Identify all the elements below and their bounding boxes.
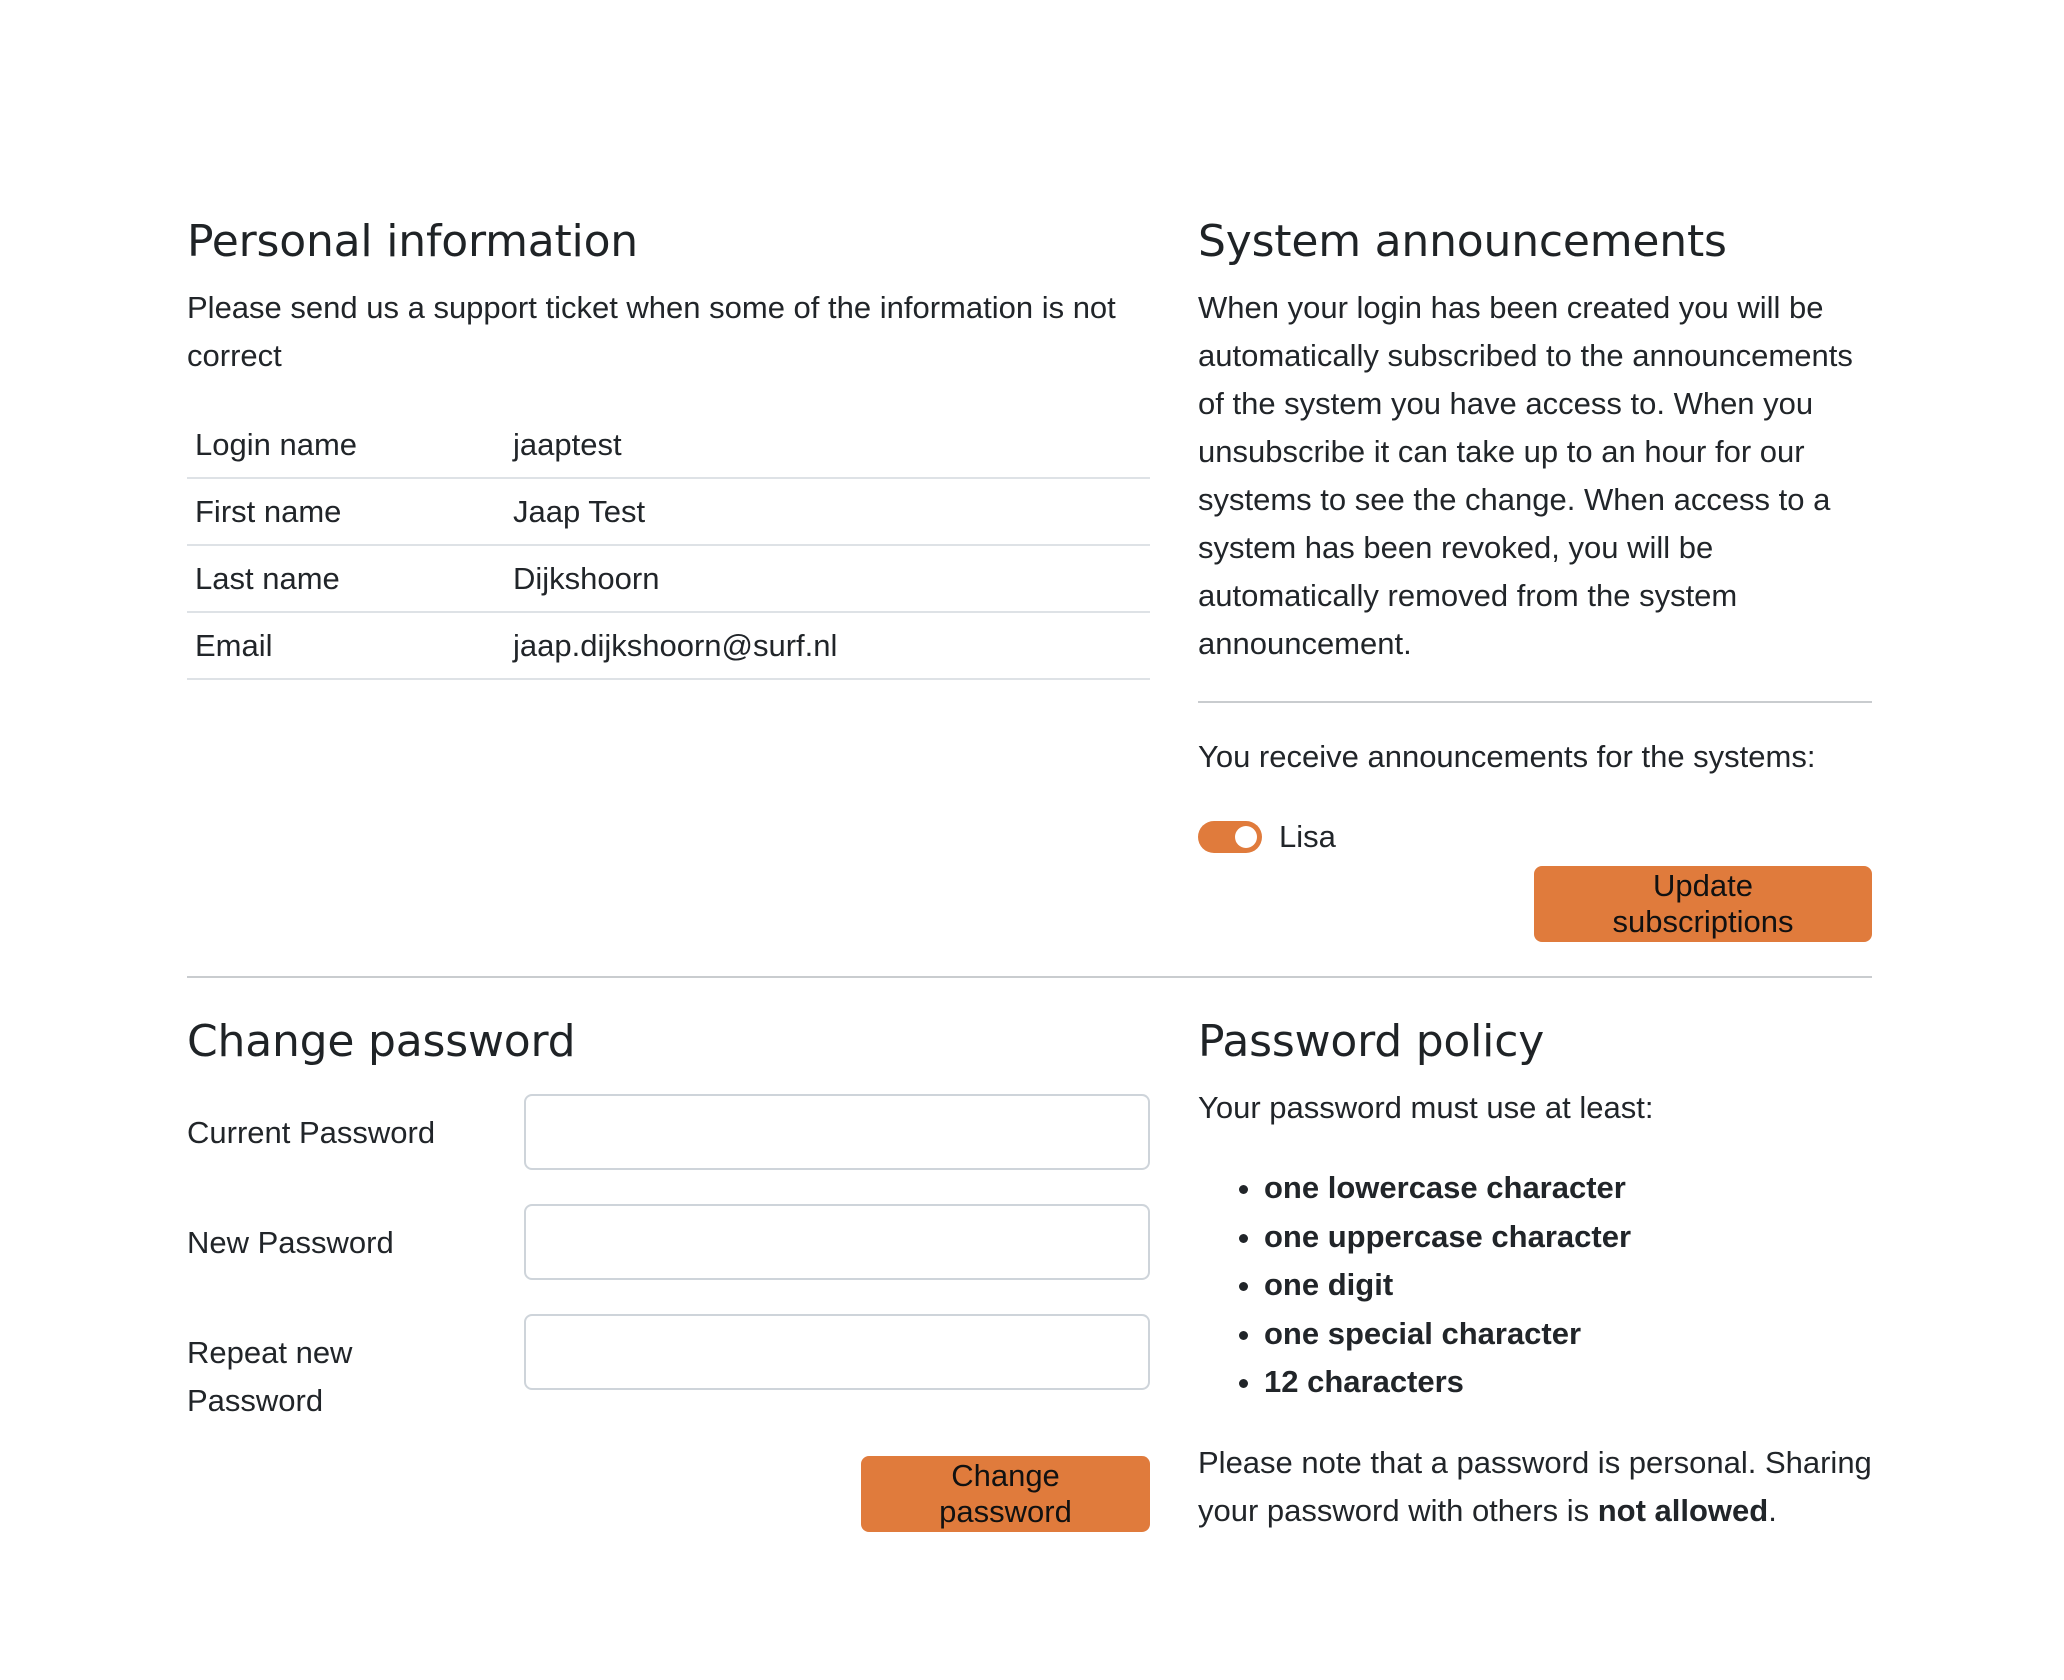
table-row-last-name (187, 545, 1150, 612)
last-name-value: Dijkshoorn (505, 545, 1150, 612)
table-row-first-name (187, 478, 1150, 545)
password-requirements-list (1198, 1164, 1872, 1407)
first-name-label: First name (187, 478, 505, 545)
repeat-password-label: Repeat new Password (187, 1335, 353, 1418)
system-announcements-intro: When your login has been created you will be automatically subscribed to the announcements of the system you have access to. When you unsubscribe it can take up to an hour for our systems to see the change. When access to a system has been revoked, you will be automatically removed from the system announcement. (1198, 290, 1853, 661)
email-label: Email (187, 612, 505, 679)
list-item: • one lowercase character (1264, 1164, 1872, 1213)
toggle-knob (1235, 826, 1257, 848)
announcements-divider (1198, 701, 1872, 703)
login-name-label: Login name (187, 412, 505, 478)
list-item: • one digit (1264, 1261, 1872, 1310)
current-password-input[interactable] (524, 1094, 1150, 1170)
personal-information-table (187, 412, 1150, 680)
list-item: • 12 characters (1264, 1358, 1872, 1407)
subscription-label-lisa: Lisa (1279, 819, 1336, 854)
note-end: . (1768, 1492, 1777, 1528)
system-announcements-title: System announcements (1198, 216, 1727, 267)
password-policy-intro: Your password must use at least: (1198, 1090, 1654, 1125)
section-divider (187, 976, 1872, 978)
change-password-title: Change password (187, 1016, 576, 1067)
login-name-value: jaaptest (505, 412, 1150, 478)
table-row-email (187, 612, 1150, 679)
repeat-password-input[interactable] (524, 1314, 1150, 1390)
personal-information-title: Personal information (187, 216, 638, 267)
personal-information-intro: Please send us a support ticket when some of the information is not correct (187, 290, 1116, 373)
change-password-button[interactable]: Change password (861, 1456, 1150, 1532)
table-row-login-name (187, 412, 1150, 478)
password-personal-note (1198, 1439, 1872, 1535)
password-policy-section (1198, 1016, 1872, 1535)
current-password-label: Current Password (187, 1115, 436, 1150)
note-emphasis: not allowed (1597, 1492, 1769, 1528)
subscription-toggle-lisa[interactable] (1198, 821, 1262, 853)
system-subscription-lisa (1198, 813, 1872, 861)
update-subscriptions-button[interactable]: Update subscriptions (1534, 866, 1872, 942)
new-password-label: New Password (187, 1225, 394, 1260)
change-password-section (187, 1016, 1150, 1536)
new-password-input[interactable] (524, 1204, 1150, 1280)
note-text: Please note that a password is personal. Sharing your password with others is (1198, 1444, 1872, 1528)
receive-announcements-text: You receive announcements for the systems: (1198, 739, 1816, 774)
list-item: • one uppercase character (1264, 1213, 1872, 1262)
personal-information-section (187, 216, 1150, 680)
first-name-value: Jaap Test (505, 478, 1150, 545)
email-value: jaap.dijkshoorn@surf.nl (505, 612, 1150, 679)
system-announcements-section (1198, 216, 1872, 939)
last-name-label: Last name (187, 545, 505, 612)
password-policy-title: Password policy (1198, 1016, 1545, 1067)
list-item: • one special character (1264, 1310, 1872, 1359)
